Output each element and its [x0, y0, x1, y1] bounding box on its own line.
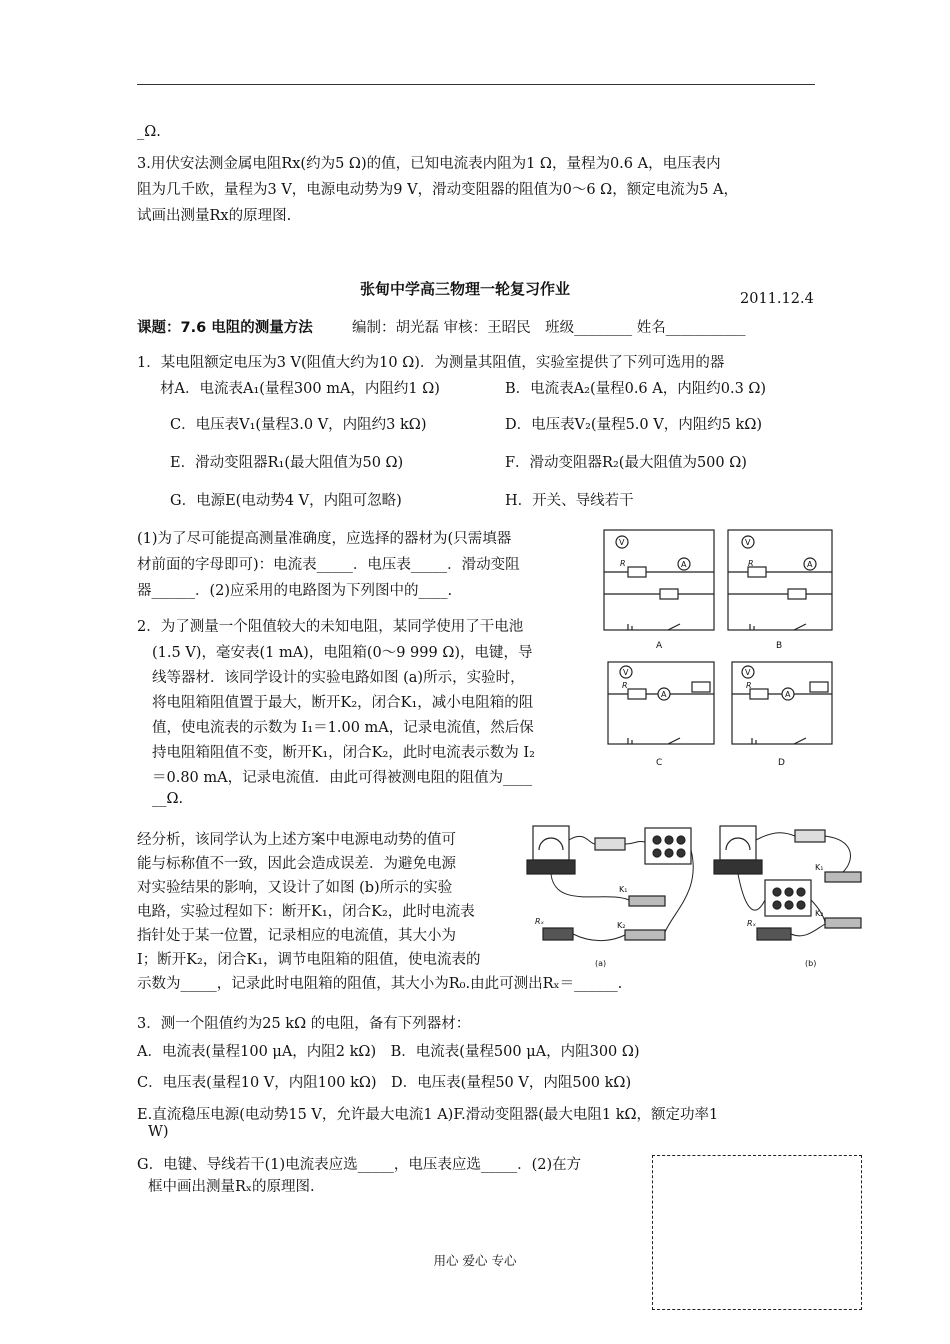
circuit-diagrams — [598, 522, 838, 784]
q2-para-line4: 电路，实验过程如下：断开K₁，闭合K₂，此时电流表 — [137, 904, 475, 920]
label-rx-a: Rₓ — [535, 917, 545, 926]
circuit-label-d: D — [778, 758, 785, 768]
meter-a-a: A — [681, 560, 687, 569]
rx-a — [543, 928, 573, 940]
resistor-c: R — [622, 681, 628, 690]
q1-sub2: 材前面的字母即可)：电流表_____．电压表_____．滑动变阻 — [137, 557, 520, 573]
resistance-box-b — [765, 880, 811, 916]
meter-v-d: V — [745, 668, 751, 677]
q1-option-d: D．电压表V₂(量程5.0 V，内阻约5 kΩ) — [505, 417, 763, 433]
resistor-a: R — [620, 559, 626, 568]
q2-line5: 值，使电流表的示数为 I₁＝1.00 mA，记录电流值，然后保 — [152, 720, 534, 736]
q2-line7: ＝0.80 mA，记录电流值．由此可得被测电阻的阻值为____ — [152, 770, 533, 786]
top-rule — [137, 84, 815, 85]
q3-options-ef-cont: W) — [148, 1124, 169, 1140]
q1-sub1: (1)为了尽可能提高测量准确度，应选择的器材为(只需填器 — [137, 531, 512, 547]
switch-k2-b — [825, 918, 861, 928]
date: 2011.12.4 — [740, 291, 814, 307]
q3-question-line2: 框中画出测量Rₓ的原理图. — [148, 1179, 315, 1195]
meter-v-c: V — [623, 668, 629, 677]
switch-k1-a — [629, 896, 665, 906]
q1-stem: 1．某电阻额定电压为3 V(阻值大约为10 Ω)．为测量其阻值，实验室提供了下列可选用的器 — [137, 355, 725, 371]
prev-q3-line2: 阻为几千欧，量程为3 V，电源电动势为9 V，滑动变阻器的阻值为0～6 Ω，额定电流为5 A， — [137, 182, 738, 198]
author-meta: 编制：胡光磊 审核：王昭民 班级________ 姓名___________ — [352, 320, 746, 336]
meter-b-photo — [720, 826, 756, 860]
meter-v-a: V — [619, 538, 625, 547]
switch-k2-a — [625, 930, 665, 940]
q2-line1: 2．为了测量一个阻值较大的未知电阻，某同学使用了干电池 — [137, 619, 524, 635]
label-k1-b: K₁ — [815, 863, 824, 872]
answer-drawing-box[interactable] — [652, 1155, 862, 1310]
q1-option-f: F．滑动变阻器R₂(最大阻值为500 Ω) — [505, 455, 747, 471]
apparatus-figure — [525, 820, 870, 970]
q3-options-ab: A．电流表(量程100 μA，内阻2 kΩ) B．电流表(量程500 μA，内阻300 Ω) — [137, 1044, 640, 1060]
q2-para-line3: 对实验结果的影响，又设计了如图 (b)所示的实验 — [137, 880, 453, 896]
meter-v-b: V — [745, 538, 751, 547]
q1-option-h: H．开关、导线若干 — [505, 493, 634, 509]
q2-para-line7: 示数为_____，记录此时电阻箱的阻值，其大小为R₀.由此可测出Rₓ＝______. — [137, 976, 623, 992]
q1-option-a: 材A．电流表A₁(量程300 mA，内阻约1 Ω) — [160, 381, 440, 397]
prev-q3-line3: 试画出测量Rx的原理图. — [137, 208, 292, 224]
resistor-b: R — [748, 559, 754, 568]
label-k2-a: K₂ — [617, 921, 626, 930]
circuit-label-c: C — [656, 758, 663, 768]
q3-options-ef: E.直流稳压电源(电动势15 V，允许最大电流1 A)F.滑动变阻器(最大电阻1 kΩ，额定功率1 — [137, 1107, 719, 1123]
q2-line2: (1.5 V)，毫安表(1 mA)，电阻箱(0～9 999 Ω)，电键，导 — [152, 645, 533, 661]
meter-a-b: A — [807, 560, 813, 569]
q1-option-b: B．电流表A₂(量程0.6 A，内阻约0.3 Ω) — [505, 381, 767, 397]
resistor-d: R — [746, 681, 752, 690]
q1-option-e: E．滑动变阻器R₁(最大阻值为50 Ω) — [170, 455, 404, 471]
q2-line8: __Ω. — [152, 791, 184, 807]
photo-label-b: (b) — [805, 959, 817, 968]
topic: 课题：7.6 电阻的测量方法 — [137, 320, 313, 336]
label-rx-b: Rₓ — [747, 919, 757, 928]
q2-para-line6: I；断开K₂，闭合K₁，调节电阻箱的阻值，使电流表的 — [137, 952, 481, 968]
rx-b — [757, 928, 791, 940]
q2-para-line2: 能与标称值不一致，因此会造成误差．为避免电源 — [137, 856, 456, 872]
q3-question-line1: G．电键、导线若干(1)电流表应选_____，电压表应选_____．(2)在方 — [137, 1157, 582, 1173]
meter-a-c: A — [661, 690, 667, 699]
q2-para-line1: 经分析，该同学认为上述方案中电源电动势的值可 — [137, 832, 456, 848]
label-k2-b: K₂ — [815, 909, 824, 918]
q2-line4: 将电阻箱阻值置于最大，断开K₂，闭合K₁，减小电阻箱的阻 — [152, 695, 534, 711]
footer-slogan: 用心 爱心 专心 — [433, 1253, 517, 1268]
resistance-box-a — [645, 828, 691, 864]
photo-label-a: (a) — [595, 959, 607, 968]
circuit-label-b: B — [776, 641, 783, 651]
battery-b — [795, 830, 825, 842]
q2-line3: 线等器材．该同学设计的实验电路如图 (a)所示，实验时， — [152, 670, 525, 686]
q1-option-c: C．电压表V₁(量程3.0 V，内阻约3 kΩ) — [170, 417, 427, 433]
circuit-label-a: A — [656, 641, 663, 651]
meter-a-photo — [533, 826, 569, 860]
switch-k1-b — [825, 872, 861, 882]
label-k1-a: K₁ — [619, 885, 628, 894]
battery-a — [595, 838, 625, 850]
q2-para-line5: 指针处于某一位置，记录相应的电流值，其大小为 — [137, 928, 456, 944]
meter-a-d: A — [785, 690, 791, 699]
prev-q3-line1: 3.用伏安法测金属电阻Rx(约为5 Ω)的值，已知电流表内阻为1 Ω，量程为0.6 A，电压表内 — [137, 156, 721, 172]
q1-option-g: G．电源E(电动势4 V，内阻可忽略) — [170, 493, 402, 509]
q1-sub3: 器______．(2)应采用的电路图为下列图中的____. — [137, 583, 453, 599]
q2-line6: 持电阻箱阻值不变，断开K₁，闭合K₂，此时电流表示数为 I₂ — [152, 745, 535, 761]
page-title: 张甸中学高三物理一轮复习作业 — [360, 280, 571, 298]
prev-answer-blank: _Ω. — [137, 124, 161, 140]
q3-options-cd: C．电压表(量程10 V，内阻100 kΩ) D．电压表(量程50 V，内阻500 kΩ) — [137, 1075, 632, 1091]
q3-stem: 3．测一个阻值约为25 kΩ 的电阻，备有下列器材： — [137, 1016, 471, 1032]
